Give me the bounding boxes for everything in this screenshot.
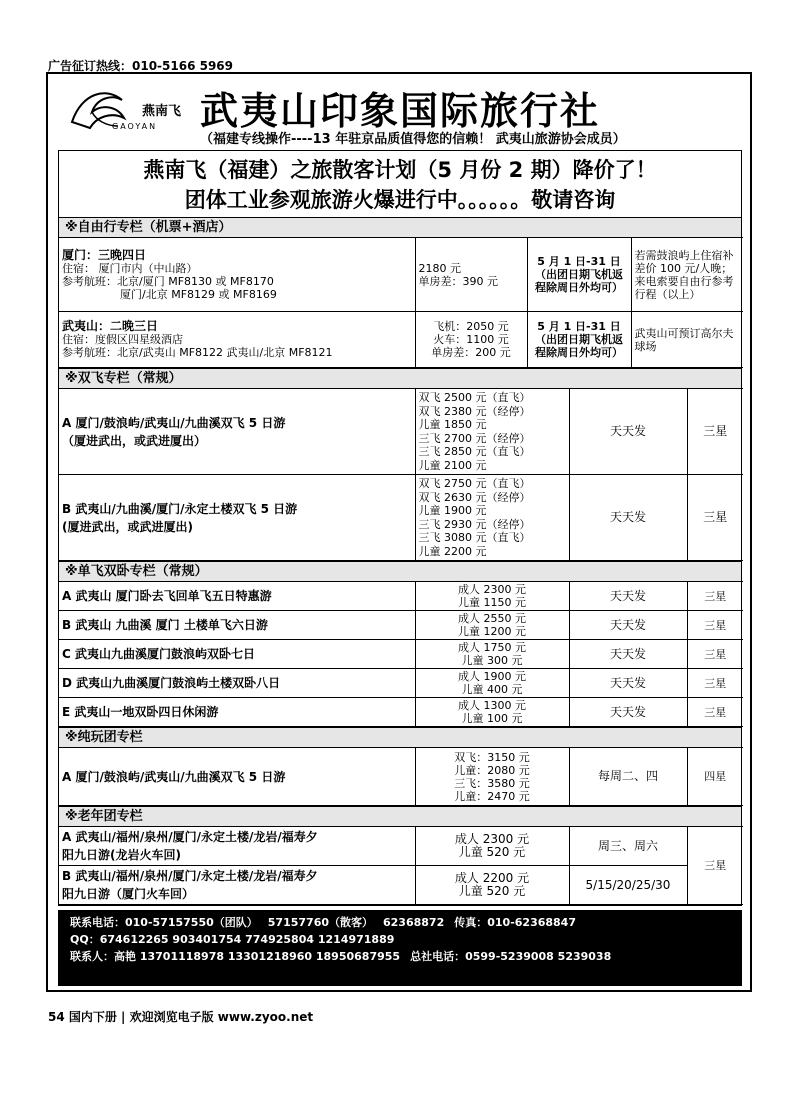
depart-cell: 周三、周六 [569, 827, 687, 866]
depart-cell: 5/15/20/25/30 [569, 866, 687, 905]
depart-cell: 天天发 [569, 669, 687, 698]
double-flight-table [59, 388, 743, 561]
section-senior-tour: ※老年团专栏 [59, 806, 741, 826]
price-cell: 成人 1300 元 儿童 100 元 [415, 698, 569, 727]
star-cell: 三星 [687, 582, 743, 611]
senior-tour-table [59, 826, 743, 905]
depart-cell: 每周二、四 [569, 748, 687, 806]
price-cell: 双飞 2750 元（直飞） 双飞 2630 元（经停） 儿童 1900 元 三飞 2930 元（经停） 三飞 3080 元（直飞） 儿童 2200 元 [415, 475, 569, 561]
free-date-cell: 5 月 1 日-31 日（出团日期飞机返程除周日外均可） [527, 312, 631, 368]
route-cell: A 武夷山/福州/泉州/厦门/永定土楼/龙岩/福寿夕 阳九日游(龙岩火车回) [59, 827, 415, 866]
free-note-cell: 武夷山可预订高尔夫球场 [631, 312, 743, 368]
contact-footer [58, 910, 742, 986]
table-row [59, 312, 743, 368]
table-row [59, 748, 743, 806]
table-row [59, 866, 743, 905]
depart-cell: 天天发 [569, 475, 687, 561]
free-date-cell: 5 月 1 日-31 日（出团日期飞机返程除周日外均可） [527, 238, 631, 312]
free-price-cell: 2180 元 单房差：390 元 [415, 238, 527, 312]
page-footer-text: 54 国内下册 | 欢迎浏览电子版 www.zyoo.net [48, 1010, 314, 1024]
price-cell: 成人 1750 元 儿童 300 元 [415, 640, 569, 669]
headline-1: 燕南飞（福建）之旅散客计划（5 月份 2 期）降价了！ [143, 158, 657, 182]
section-free-travel: ※自由行专栏（机票+酒店） [59, 217, 741, 237]
footer-qq-line: QQ：674612265 903401754 774925804 1214971889 [70, 933, 395, 946]
company-name: 武夷山印象国际旅行社 [200, 89, 601, 133]
star-cell: 三星 [687, 611, 743, 640]
section-single-flight: ※单飞双卧专栏（常规） [59, 561, 741, 581]
depart-cell: 天天发 [569, 611, 687, 640]
free-price-cell: 飞机：2050 元 火车：1100 元 单房差：200 元 [415, 312, 527, 368]
free-travel-table [59, 237, 743, 368]
table-row [59, 582, 743, 611]
table-row [59, 669, 743, 698]
price-cell: 成人 2550 元 儿童 1200 元 [415, 611, 569, 640]
star-cell: 四星 [687, 748, 743, 806]
pure-tour-table [59, 747, 743, 806]
free-note-cell: 若需鼓浪屿上住宿补差价 100 元/人晚；来电索要自由行参考行程（以上） [631, 238, 743, 312]
route-cell: A 厦门/鼓浪屿/武夷山/九曲溪双飞 5 日游 （厦进武出，或武进厦出） [59, 389, 415, 475]
footer-contact-line: 联系人：高艳 13701118978 13301218960 18950687955 总社电话：0599-5239008 5239038 [70, 950, 612, 963]
price-cell: 成人 2200 元 儿童 520 元 [415, 866, 569, 905]
logo-text: 燕南飞 [142, 104, 182, 119]
table-row [59, 827, 743, 866]
star-cell: 三星 [687, 827, 743, 905]
depart-cell: 天天发 [569, 640, 687, 669]
table-row [59, 640, 743, 669]
section-double-flight: ※双飞专栏（常规） [59, 368, 741, 388]
route-cell: B 武夷山/福州/泉州/厦门/永定土楼/龙岩/福寿夕 阳九日游（厦门火车回） [59, 866, 415, 905]
section-pure-tour: ※纯玩团专栏 [59, 727, 741, 747]
table-row [59, 389, 743, 475]
depart-cell: 天天发 [569, 698, 687, 727]
table-row [59, 238, 743, 312]
price-cell: 双飞 2500 元（直飞） 双飞 2380 元（经停） 儿童 1850 元 三飞 2700 元（经停） 三飞 2850 元（直飞） 儿童 2100 元 [415, 389, 569, 475]
price-cell: 成人 1900 元 儿童 400 元 [415, 669, 569, 698]
single-flight-table [59, 581, 743, 727]
route-cell: A 武夷山 厦门卧去飞回单飞五日特惠游 [59, 582, 415, 611]
star-cell: 三星 [687, 475, 743, 561]
route-cell: B 武夷山 九曲溪 厦门 土楼单飞六日游 [59, 611, 415, 640]
depart-cell: 天天发 [569, 389, 687, 475]
star-cell: 三星 [687, 389, 743, 475]
table-row [59, 611, 743, 640]
price-cell: 双飞：3150 元 儿童：2080 元 三飞：3580 元 儿童：2470 元 [415, 748, 569, 806]
ad-hotline: 广告征订热线：010-5166 5969 [48, 59, 234, 73]
route-cell: C 武夷山九曲溪厦门鼓浪屿双卧七日 [59, 640, 415, 669]
star-cell: 三星 [687, 669, 743, 698]
free-route-cell: 武夷山：二晚三日 住宿：度假区四星级酒店 参考航班：北京/武夷山 MF8122 武夷山/北京 MF8121 [59, 312, 415, 368]
star-cell: 三星 [687, 640, 743, 669]
route-cell: D 武夷山九曲溪厦门鼓浪屿土楼双卧八日 [59, 669, 415, 698]
star-cell: 三星 [687, 698, 743, 727]
route-cell: A 厦门/鼓浪屿/武夷山/九曲溪双飞 5 日游 [59, 748, 415, 806]
free-route-cell: 厦门：三晚四日 住宿： 厦门市内（中山路） 参考航班：北京/厦门 MF8130 或 MF8170 厦门/北京 MF8129 或 MF8169 [59, 238, 415, 312]
depart-cell: 天天发 [569, 582, 687, 611]
headline-block [59, 151, 741, 217]
footer-phone-line: 联系电话：010-57157550（团队） 57157760（散客） 62368872 传真：010-62368847 [70, 916, 576, 929]
headline-2: 团体工业参观旅游火爆进行中。。。。。。敬请咨询 [184, 188, 616, 212]
table-row [59, 475, 743, 561]
price-cell: 成人 2300 元 儿童 520 元 [415, 827, 569, 866]
logo-english: GAOYAN [112, 122, 158, 131]
route-cell: E 武夷山一地双卧四日休闲游 [59, 698, 415, 727]
table-row [59, 698, 743, 727]
price-cell: 成人 2300 元 儿童 1150 元 [415, 582, 569, 611]
tour-listing [58, 150, 742, 906]
company-slogan: （福建专线操作----13 年驻京品质值得您的信赖！ 武夷山旅游协会成员） [200, 132, 626, 147]
route-cell: B 武夷山/九曲溪/厦门/永定土楼双飞 5 日游 (厦进武出，或武进厦出) [59, 475, 415, 561]
